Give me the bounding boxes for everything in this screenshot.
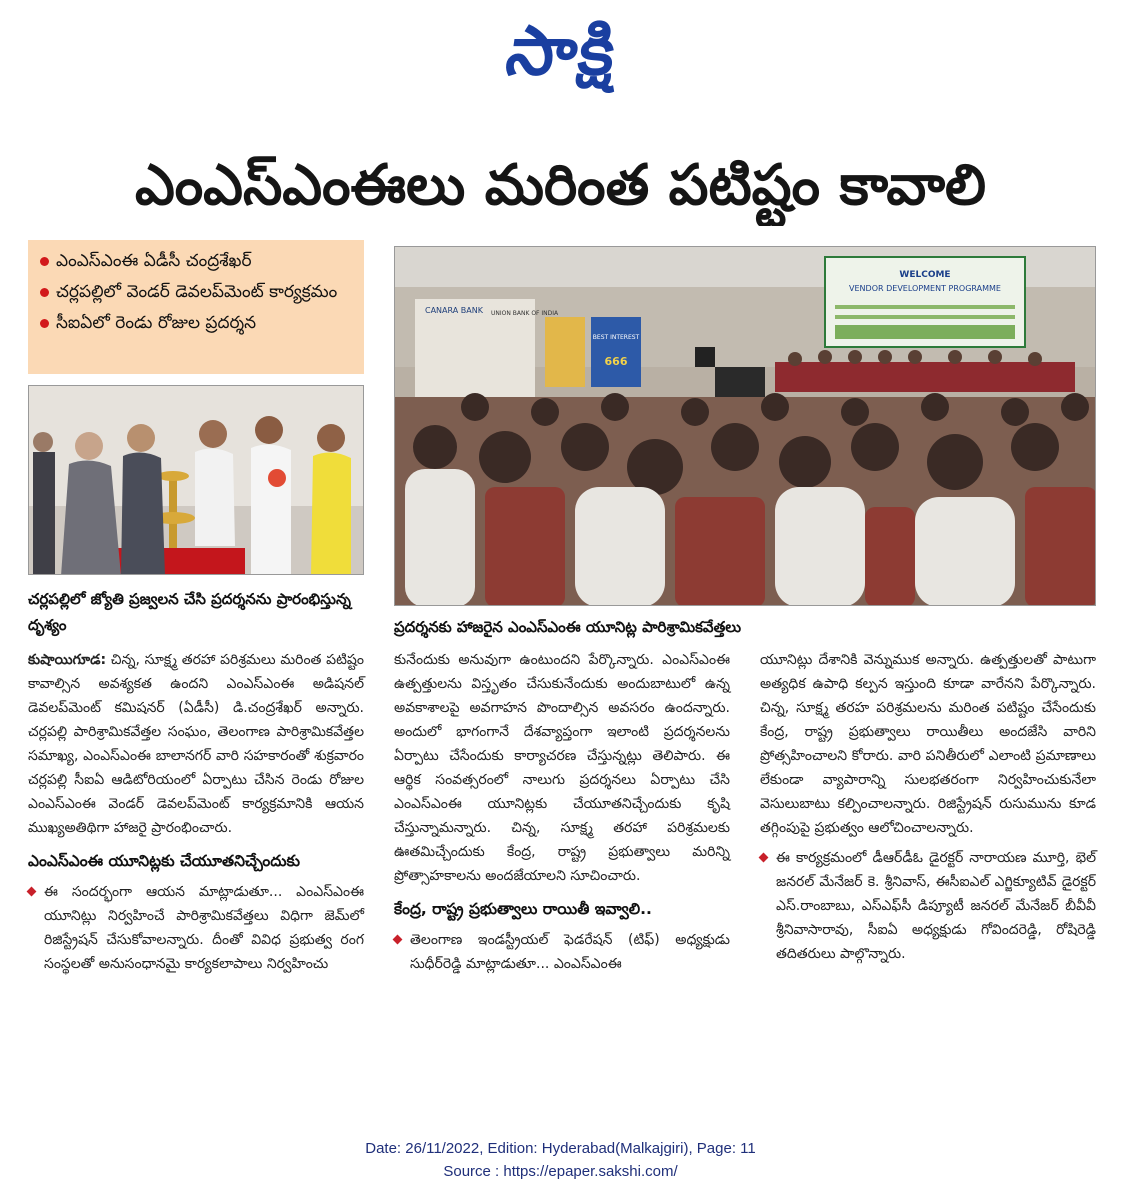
article-paragraph [28,880,364,976]
lamp-lighting-photo [28,385,364,575]
paragraph-text: ఈ సందర్భంగా ఆయన మాట్లాడుతూ... ఎంఎస్‌ఎంఈ యూనిట్లు నిర్వహించే పారిశ్రామికవేత్తలు విధిగా జెమ్‌లో రిజిస్ట్రేషన్ చేసుకోవాలన్నారు. దీంతో వివిధ ప్రభుత్వ రంగ సంస్థలతో అనుసంధానమై కార్యకలాపాలు నిర్వహించు [44,884,364,972]
paragraph-text: తెలంగాణ ఇండస్ట్రీయల్ ఫెడరేషన్ (టిఫ్) అధ్యక్షుడు సుధీర్‌రెడ్డి మాట్లాడుతూ... ఎంఎస్‌ఎంఈ [410,932,730,972]
highlight-text: ఎంఎస్‌ఎంఈ ఏడీసీ చంద్రశేఖర్ [56,251,252,271]
article-paragraph [28,648,364,840]
article-column-1 [28,648,364,976]
bank-offer-text: BEST INTEREST [592,334,640,341]
diamond-bullet-icon [759,853,769,863]
highlight-item [38,246,354,277]
diamond-bullet-icon [27,887,37,897]
union-bank-text: UNION BANK OF INDIA [491,310,559,317]
article-paragraph: కునేందుకు అనువుగా ఉంటుందని పేర్కొన్నారు. ఎంఎస్‌ఎంఈ ఉత్పత్తులను విస్తృతం చేసుకునేందుకు అందుబాటులో ఉన్న అవకాశాలపై అవగాహన పొందాల్సిన అవసరం ఉందన్నారు. అందులో భాగంగానే దేశవ్యాప్తంగా ఇలాంటి ప్రదర్శనలను ఏర్పాటు చేసేందుకు కార్యాచరణ చేస్తున్నట్లు తెలిపారు. ఈ ఆర్థిక సంవత్సరంలో నాలుగు ప్రదర్శనలు ఏర్పాటు చేసి ఎంఎస్‌ఎంఈ యూనిట్లకు చేయూతనిచ్చేందుకు కృషి చేస్తున్నామన్నారు. చిన్న, సూక్ష్మ తరహా పరిశ్రమలకు ఊతమిచ్చేందుకు కేంద్ర, రాష్ట్ర ప్రభుత్వాలు మరిన్ని ప్రోత్సాహకాలను అందజేయాలని సూచించారు. [394,652,730,884]
article-paragraph [760,846,1096,966]
highlight-text: చర్లపల్లిలో వెండర్ డెవలప్‌మెంట్ కార్యక్రమం [56,282,338,302]
lamp-lighting-illustration [29,386,364,575]
subheading: కేంద్ర, రాష్ట్ర ప్రభుత్వాలు రాయితీ ఇవ్వాలి.. [394,900,652,918]
small-photo-caption: చర్లపల్లిలో జ్యోతి ప్రజ్వలన చేసి ప్రదర్శనను ప్రారంభిస్తున్న దృశ్యం [28,590,351,634]
highlight-item [38,308,354,339]
dateline: కుషాయిగూడ: [28,652,107,668]
article-column-3 [760,648,1096,966]
bank-number-text: 666 [604,355,628,368]
canara-bank-text: CANARA BANK [425,306,483,315]
bullet-icon [40,319,49,328]
auditorium-illustration [395,247,1096,606]
masthead [0,11,1121,104]
highlight-item [38,277,354,308]
paragraph-text: చిన్న, సూక్ష్మ తరహా పరిశ్రమలు మరింత పటిష్టం కావాల్సిన అవశ్యకత ఉందని ఎంఎస్‌ఎంఈ అడిషనల్ డెవలప్‌మెంట్ కమిషనర్ (ఏడీసీ) డి.చంద్రశేఖర్ అన్నారు. చర్లపల్లి పారిశ్రామికవేత్తల సంఘం, తెలంగాణ పారిశ్రామికవేత్తల సమాఖ్య, ఎంఎస్‌ఎంఈ బాలానగర్ వారి సహకారంతో శుక్రవారం చర్లపల్లి సీఐఏ ఆడిటోరియంలో ఏర్పాటు చేసిన రెండు రోజుల ఎంఎస్‌ఎంఈ వెండర్ డెవలప్‌మెంట్ కార్యక్రమానికి ఆయన ముఖ్యఅతిథిగా హాజరై ప్రారంభించారు. [28,652,365,836]
banner-welcome-text: WELCOME [899,270,951,280]
paragraph-text: ఈ కార్యక్రమంలో డీఆర్‌డీఓ డైరక్టర్ నారాయణ మూర్తి, భెల్ జనరల్ మేనేజర్ కె. శ్రీనివాస్, ఈసీఐఎల్ ఎగ్జిక్యూటివ్ డైరక్టర్ ఎస్.రాంబాబు, ఎస్ఎఫ్‌సీ డిప్యూటీ జనరల్ మేనేజర్ బీవీవీ శ్రీనివాసారావు, సీఐఏ అధ్యక్షుడు గోవిందరెడ్డి, రోషిరెడ్డి తదితరులు పాల్గొన్నారు. [776,850,1096,962]
bullet-icon [40,257,49,266]
subheading: ఎంఎస్‌ఎంఈ యూనిట్లకు చేయూతనిచ్చేందుకు [28,852,300,870]
auditorium-photo [394,246,1096,606]
sakshi-logo: సాక్షి [501,11,622,91]
large-photo-caption: ప్రదర్శనకు హాజరైన ఎంఎస్‌ఎంఈ యూనిట్ల పారిశ్రామికవేత్తలు [394,618,742,636]
edition-info: Date: 26/11/2022, Edition: Hyderabad(Malkajgiri), Page: 11 [365,1140,756,1157]
article-column-2 [394,648,730,976]
highlight-text: సీఐఏలో రెండు రోజుల ప్రదర్శన [56,313,257,333]
banner-program-text: VENDOR DEVELOPMENT PROGRAMME [849,284,1001,293]
highlights-box [28,240,364,374]
diamond-bullet-icon [393,935,403,945]
article-paragraph: యూనిట్లు దేశానికి వెన్నుముక అన్నారు. ఉత్పత్తులతో పాటుగా అత్యధిక ఉపాధి కల్పన ఇస్తుంది కూడా వారేనని పేర్కొన్నారు. చిన్న, సూక్ష్మ తరహ పరిశ్రమలను మరింత పటిష్టం చేసేందుకు కేంద్ర, రాష్ట్ర ప్రభుత్వాలు రాయితీలు అందజేసి వారిని ప్రోత్సహించాలని కోరారు. వారి పనితీరులో ఎలాంటి ప్రమాణాలు లేకుండా వ్యాపారాన్ని సులభతరంగా నిర్వహించుకునేలా వెసులుబాటు కల్పించాలన్నారు. రిజిస్ట్రేషన్ రుసుమును కూడ తగ్గింపుపై ప్రభుత్వం ఆలోచించాలన్నారు. [760,652,1096,836]
bullet-icon [40,288,49,297]
source-link[interactable]: Source : https://epaper.sakshi.com/ [443,1163,678,1180]
headline: ఎంఎస్‌ఎంఈలు మరింత పటిష్టం కావాలి [134,153,987,218]
article-paragraph [394,928,730,976]
